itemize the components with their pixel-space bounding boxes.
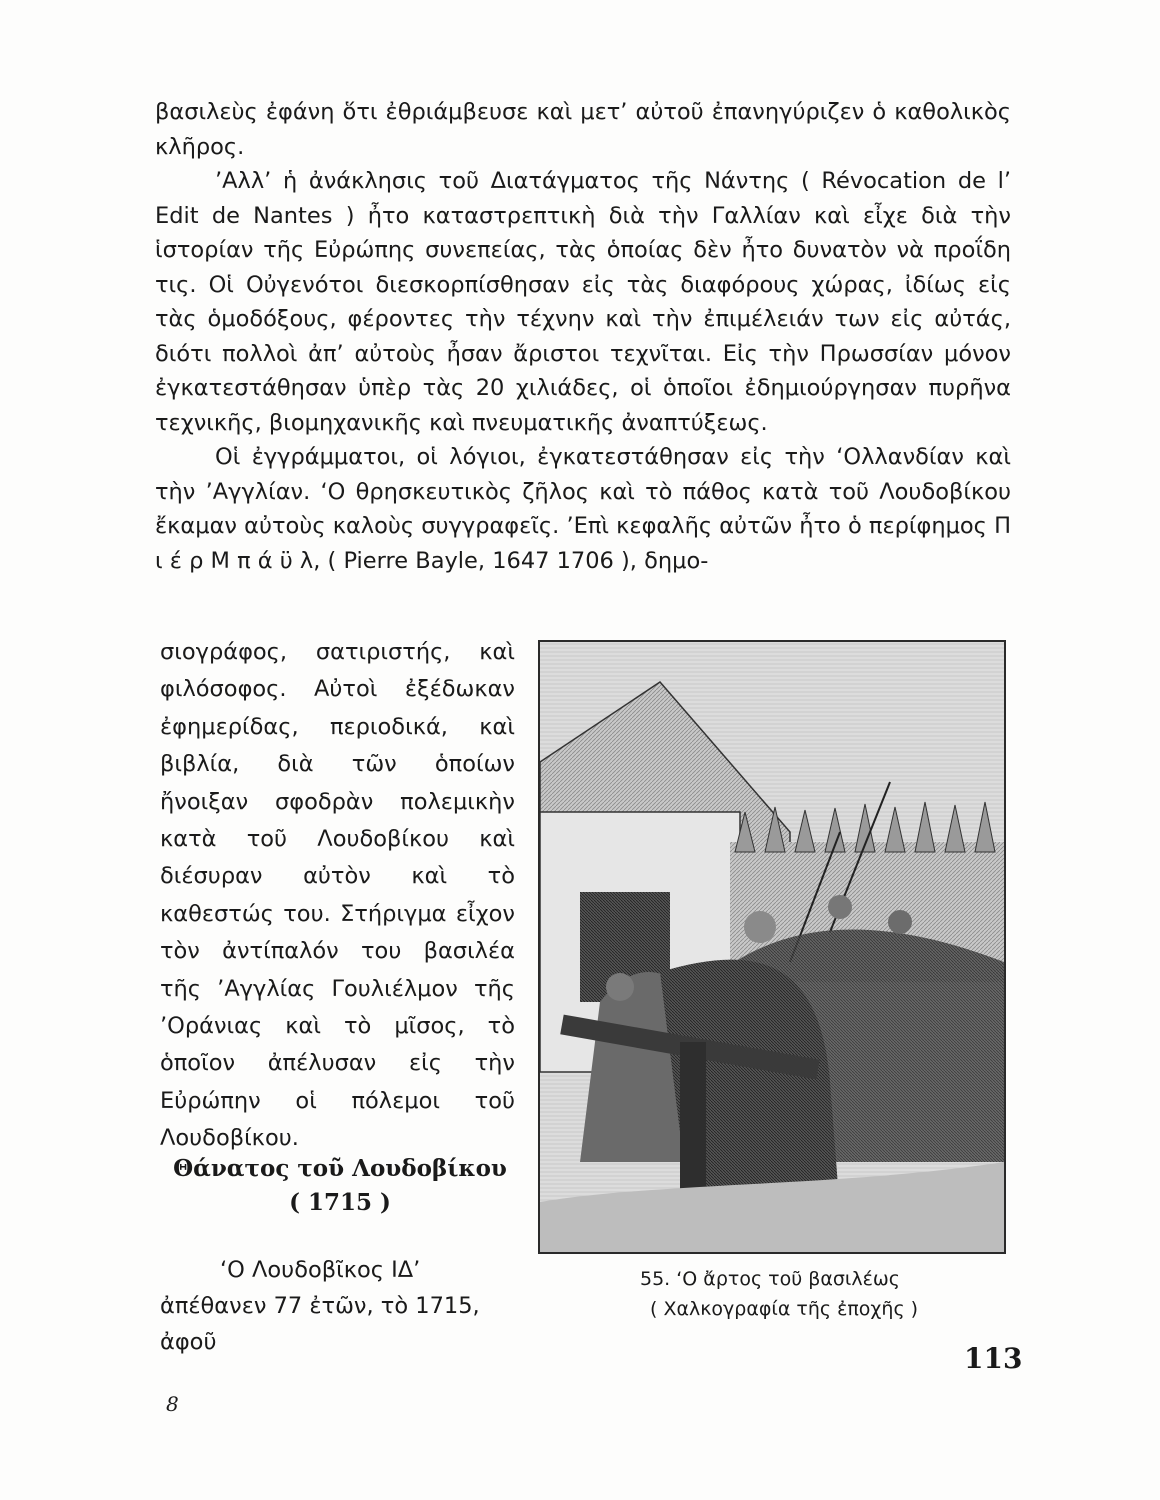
death-paragraph-text: ‘Ο Λουδοβῖκος ΙΔ’ ἀπέθανεν 77 ἐτῶν, τὸ 1715, ἀφοῦ (160, 1257, 480, 1355)
paragraph-bayle-continued: σιογράφος, σατιριστής, καὶ φιλόσοφος. Αὐτοὶ ἐξέδωκαν ἐφημερίδας, περιοδικά, καὶ βιβλία, διὰ τῶν ὁποίων ἤνοιξαν σφοδρὰν πολεμικὴν κατὰ τοῦ Λουδοβίκου καὶ διέσυραν αὐτὸν καὶ τὸ καθεστώς του. Στήριγμα εἶχον τὸν ἀντίπαλόν του βασιλέα τῆς ’Αγγλίας Γουλιέλμον τῆς ’Οράνιας καὶ τὸ μῖσος, τὸ ὁποῖον ἀπέλυσαν εἰς τὴν Εὐρώπην οἱ πόλεμοι τοῦ Λουδοβίκου. (160, 639, 515, 1152)
death-paragraph (160, 1252, 515, 1360)
heading-title: Θάνατος τοῦ Λουδοβίκου (173, 1155, 507, 1182)
engraving-image (540, 642, 1004, 1252)
top-text-block (155, 95, 1011, 578)
paragraph-scholars: Οἱ ἐγγράμματοι, οἱ λόγιοι, ἐγκατεστάθησαν εἰς τὴν ‘Ολλανδίαν καὶ τὴν ’Αγγλίαν. ‘Ο θρησκευτικὸς ζῆλος καὶ τὸ πάθος κατὰ τοῦ Λουδοβίκου ἔκαμαν αὐτοὺς καλοὺς συγγραφεῖς. ’Επὶ κεφαλῆς αὐτῶν ἦτο ὁ περίφημος Π ι έ ρ Μ π ά ϋ λ, ( Pierre Bayle, 1647 1706 ), δημο- (155, 444, 1011, 574)
narrow-text-column (160, 634, 515, 1158)
section-heading (160, 1152, 520, 1220)
caption-source: ( Χαλκογραφία τῆς ἐποχῆς ) (650, 1298, 919, 1320)
paragraph-revocation: ’Αλλ’ ἡ ἀνάκλησις τοῦ Διατάγματος τῆς Νάντης ( Révocation de l’ Edit de Nantes ) ἦτο καταστρεπτικὴ διὰ τὴν Γαλλίαν καὶ εἶχε διὰ τὴν ἱστορίαν τῆς Εὐρώπης συνεπείας, τὰς ὁποίας δὲν ἦτο δυνατὸν νὰ προΐδη τις. Οἱ Οὐγενότοι διεσκορπίσθησαν εἰς τὰς διαφόρους χώρας, ἰδίως εἰς τὰς ὁμοδόξους, φέροντες τὴν τέχνην καὶ τὴν ἐπιμέλειάν των εἰς αὐτάς, διότι πολλοὶ ἀπ’ αὐτοὺς ἦσαν ἄριστοι τεχνῖται. Εἰς τὴν Πρωσσίαν μόνον ἐγκατεστάθησαν ὑπὲρ τὰς 20 χιλιάδες, οἱ ὁποῖοι ἐδημιούργησαν πυρῆνα τεχνικῆς, βιομηχανικῆς καὶ πνευματικῆς ἀναπτύξεως. (155, 168, 1011, 436)
figure-caption (640, 1264, 980, 1324)
page-number: 113 (964, 1342, 1023, 1375)
paragraph-continuation: βασιλεὺς ἐφάνη ὅτι ἐθριάμβευσε καὶ μετ’ αὐτοῦ ἐπανηγύριζεν ὁ καθολικὸς κλῆρος. (155, 99, 1011, 160)
heading-year: ( 1715 ) (289, 1189, 391, 1216)
caption-title: 55. ‘Ο ἄρτος τοῦ βασιλέως (640, 1268, 900, 1290)
signature-mark: 8 (166, 1392, 179, 1416)
engraving-illustration (538, 640, 1006, 1254)
